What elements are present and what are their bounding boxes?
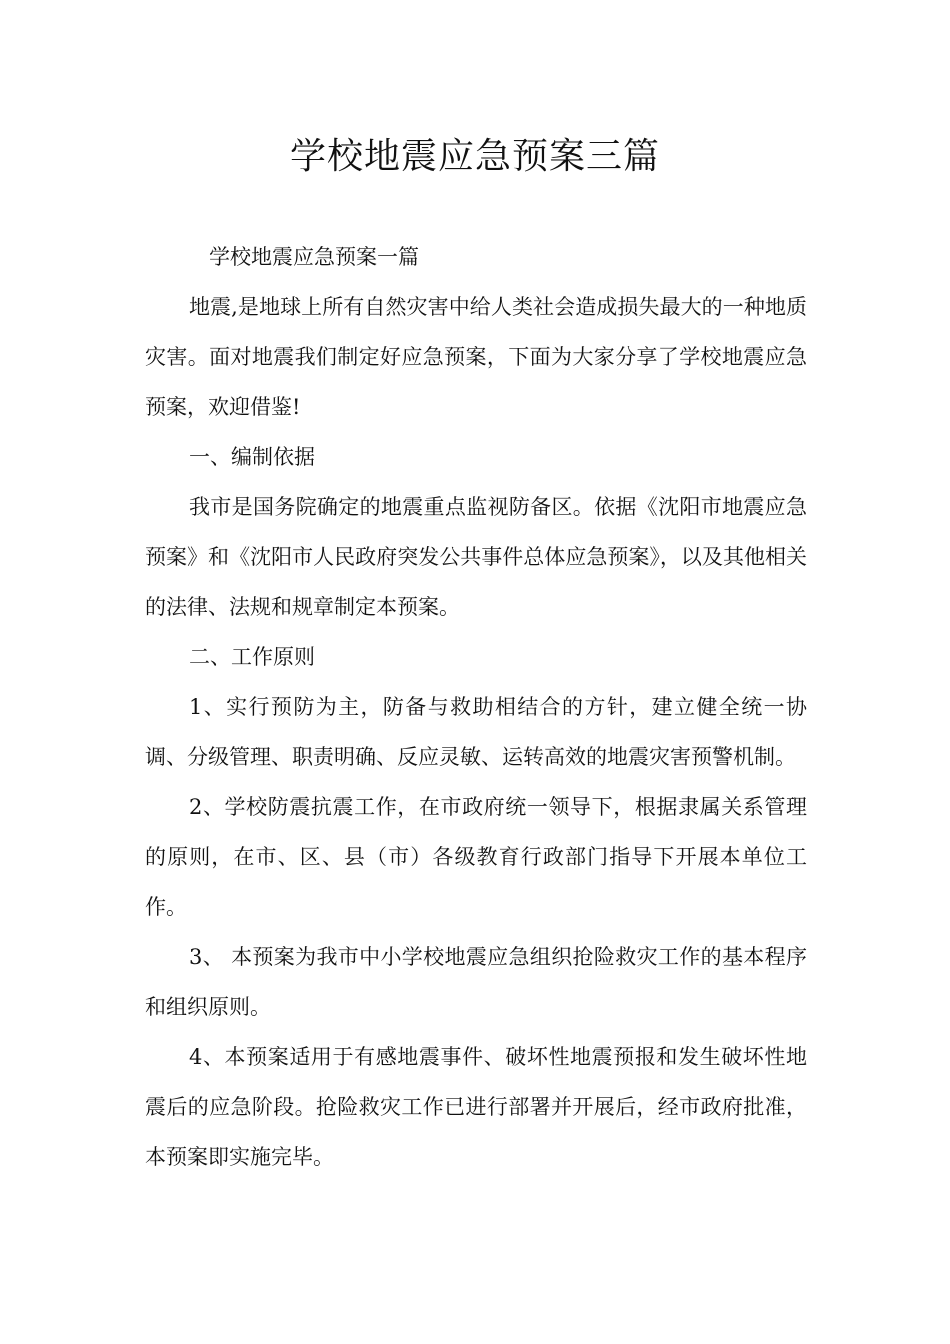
heading-principles: 二、工作原则 [189,645,315,669]
document-body [145,232,807,1182]
paragraph-principle-3: 3、 本预案为我市中小学校地震应急组织抢险救灾工作的基本程序和组织原则。 [145,945,807,1019]
paragraph-intro: 地震,是地球上所有自然灾害中给人类社会造成损失最大的一种地质灾害。面对地震我们制定好应急预案，下面为大家分享了学校地震应急预案，欢迎借鉴! [145,295,807,419]
paragraph-basis: 我市是国务院确定的地震重点监视防备区。依据《沈阳市地震应急预案》和《沈阳市人民政府突发公共事件总体应急预案》，以及其他相关的法律、法规和规章制定本预案。 [145,495,807,619]
section-subtitle: 学校地震应急预案一篇 [209,245,419,269]
heading-basis: 一、编制依据 [189,445,315,469]
paragraph-principle-1: 1、实行预防为主，防备与救助相结合的方针，建立健全统一协调、分级管理、职责明确、反应灵敏、运转高效的地震灾害预警机制。 [145,695,807,769]
document-title: 学校地震应急预案三篇 [289,136,660,177]
paragraph-principle-4: 4、本预案适用于有感地震事件、破坏性地震预报和发生破坏性地震后的应急阶段。抢险救灾工作已进行部署并开展后，经市政府批准，本预案即实施完毕。 [145,1045,807,1169]
paragraph-principle-2: 2、学校防震抗震工作，在市政府统一领导下，根据隶属关系管理的原则，在市、区、县（市）各级教育行政部门指导下开展本单位工作。 [145,795,807,919]
